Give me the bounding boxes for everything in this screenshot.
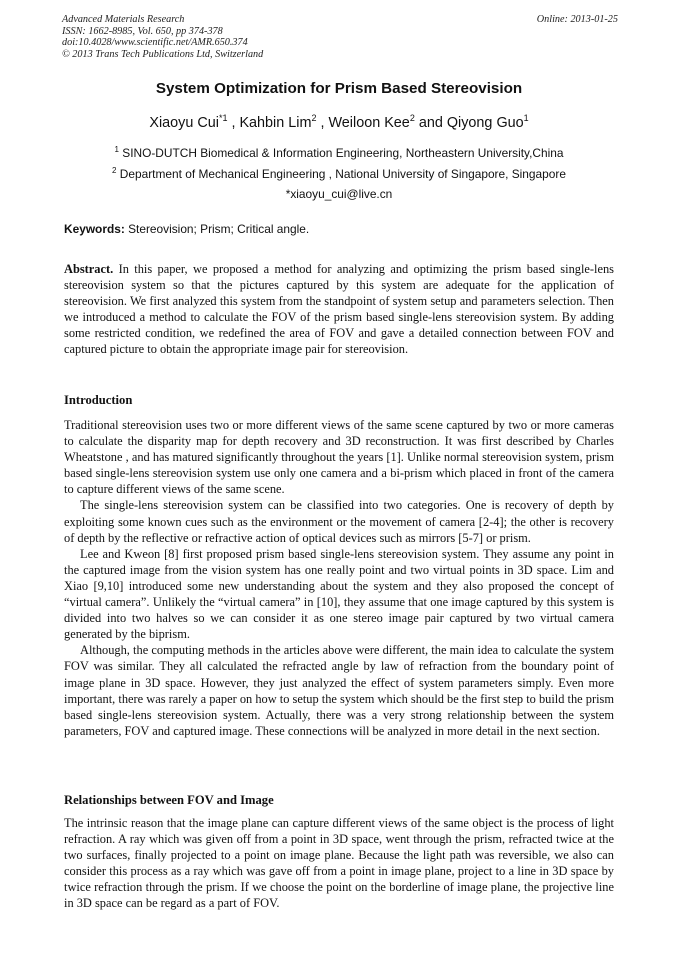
- author-name: Kahbin Lim: [239, 115, 312, 131]
- author-separator: and: [414, 115, 447, 131]
- author-name: Xiaoyu Cui: [149, 115, 219, 131]
- section-heading-relationships: Relationships between FOV and Image: [64, 793, 274, 807]
- journal-header: [62, 14, 618, 60]
- keywords-line: [64, 222, 616, 236]
- abstract-label: Abstract.: [64, 262, 114, 276]
- affiliation-1: [0, 145, 678, 160]
- paragraph: The intrinsic reason that the image plane can capture different views of the same object is the process of light refraction. A ray which was given off from a point in 3D space, went through the prism, refracted twice at the two surfaces, finally projected to a point on image plane. Because the light path was reversible, we also can consider this process as a ray which was gave off from a point in image plane, project to a line in 3D space by twice refraction through the prism. If we choose the point on the borderline of image plane, the projective line in 3D space can be regard as a part of FOV.: [64, 816, 614, 911]
- affiliation-text: SINO-DUTCH Biomedical & Information Engineering, Northeastern University,China: [122, 146, 564, 160]
- paper-title: System Optimization for Prism Based Stereovision: [155, 80, 523, 97]
- relationships-body: [64, 815, 614, 912]
- author-separator: ,: [316, 115, 329, 131]
- keywords-text: Stereovision; Prism; Critical angle.: [128, 222, 310, 236]
- author-marker: 1: [523, 113, 529, 123]
- author-list: [0, 113, 678, 131]
- author-marker: *1: [218, 113, 228, 123]
- author-name: Qiyong Guo: [446, 115, 524, 131]
- author-name: Weiloon Kee: [328, 115, 410, 131]
- journal-copyright: © 2013 Trans Tech Publications Ltd, Switzerland: [62, 48, 264, 60]
- keywords-label: Keywords:: [64, 222, 125, 236]
- paragraph: Traditional stereovision uses two or more different views of the same scene captured by two or more cameras to calculate the disparity map for depth recovery and 3D reconstruction. It was first described by Charles Wheatstone , and has matured significantly throughout the years [1]. Unlike normal stereovision system, prism based single-lens stereovision system use only one camera and a bi-prism which placed in front of the camera to capture different views of the same scene.: [64, 418, 614, 497]
- affiliation-marker: 1: [114, 145, 119, 154]
- paragraph: The single-lens stereovision system can be classified into two categories. One is recovery of depth by exploiting some known cues such as the environment or the movement of camera [2-4]; the other is recovery of depth by the reflective or refractive action of optical devices such as mirrors [5-7] or prism.: [64, 498, 614, 545]
- abstract: [64, 261, 614, 358]
- journal-issn: ISSN: 1662-8985, Vol. 650, pp 374-378: [62, 25, 223, 37]
- abstract-text: In this paper, we proposed a method for analyzing and optimizing the prism based single-lens stereovision system so that the pictures captured by this system are adequate for the application of stereovision. We first analyzed this system from the standpoint of system setup and parameters selection. Then we introduced a method to calculate the FOV of the prism based single-lens stereovision system. By adding some restricted condition, we redefined the area of FOV and gave a detailed connection between FOV and captured picture to obtain the appropriate image pair for stereovision.: [64, 262, 614, 357]
- journal-doi: doi:10.4028/www.scientific.net/AMR.650.374: [62, 37, 248, 49]
- paragraph: Lee and Kweon [8] first proposed prism based single-lens stereovision system. They assume any point in the captured image from the vision system has one really point and two virtual points in 3D space. Lim and Xiao [9,10] introduced some new understanding about the system and they also proposed the concept of “virtual camera”. Unlikely the “virtual camera” in [10], they assume that one image captured by this system is divided into two halves so we can consider it as one stereo image pair captured by two virtual camera generated by the biprism.: [64, 546, 614, 642]
- author-marker: 2: [409, 113, 415, 123]
- corresponding-email: *xiaoyu_cui@live.cn: [285, 187, 393, 201]
- paragraph: Although, the computing methods in the articles above were different, the main idea to calculate the system FOV was similar. They all calculated the refracted angle by law of refraction from the boundary point of image plane in 3D space. However, they just analyzed the effect of system parameters simply. Even more important, there was rarely a paper on how to setup the system which should be the first step to build the prism based single-lens stereovision system. Actually, there was a very strong relationship between the system parameters, FOV and captured image. These connections will be analyzed in more detail in the next section.: [64, 643, 614, 738]
- section-heading-introduction: Introduction: [64, 393, 133, 407]
- affiliation-marker: 2: [112, 166, 117, 175]
- affiliation-text: Department of Mechanical Engineering , National University of Singapore, Singapore: [119, 167, 566, 181]
- author-separator: ,: [227, 115, 240, 131]
- author-marker: 2: [311, 113, 317, 123]
- introduction-body: [64, 417, 614, 739]
- affiliation-2: [0, 166, 678, 181]
- online-date: Online: 2013-01-25: [536, 14, 618, 25]
- journal-name: Advanced Materials Research: [62, 14, 185, 25]
